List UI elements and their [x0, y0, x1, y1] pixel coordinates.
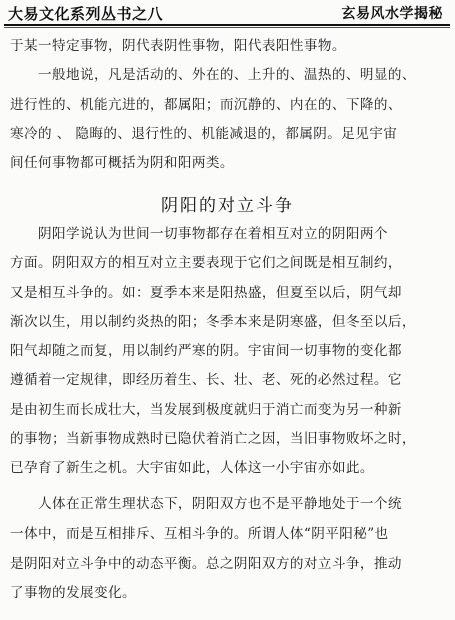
page-header	[8, 4, 447, 26]
text-line: 间任何事物都可概括为阴和阳两类。	[10, 155, 234, 172]
text-line: 又是相互斗争的。如：夏季本来是阳热盛，但夏至以后，阴气却	[10, 284, 402, 301]
text-line: 一般地说，凡是活动的、外在的、上升的、温热的、明显的、	[38, 67, 416, 84]
text-line: 寒冷的 、 隐晦的、退行性的、机能减退的，都属阴。足见宇宙	[10, 125, 398, 142]
header-rule-thin	[4, 27, 450, 28]
text-line: 的事物；当新事物成熟时已隐伏着消亡之因，当旧事物败坏之时，	[10, 431, 416, 448]
paragraph-3	[10, 490, 448, 609]
text-line: 于某一特定事物，阴代表阴性事物，阳代表阳性事物。	[10, 38, 346, 54]
text-line: 进行性的、机能亢进的，都属阳；而沉静的、内在的、下降的、	[10, 96, 402, 113]
text-line: 是由初生而长成壮大，当发展到极度就归于消亡而变为另一种新	[10, 401, 402, 418]
text-line: 人体在正常生理状态下，阴阳双方也不是平静地处于一个统	[38, 496, 402, 512]
header-rule	[4, 24, 450, 26]
section-heading: 阴阳的对立斗争	[161, 196, 294, 216]
text-line: 渐次以生，用以制约炎热的阳；冬季本来是阴寒盛，但冬至以后，	[10, 313, 416, 330]
text-line: 遵循着一定规律，即经历着生、长、壮、老、死的必然过程。它	[10, 372, 402, 389]
text-line: 阴阳学说认为世间一切事物都存在着相互对立的阴阳两个	[38, 226, 388, 242]
paragraph-2	[10, 220, 448, 484]
text-line: 方面。阴阳双方的相互对立主要表现于它们之间既是相互制约，	[10, 255, 402, 272]
text-line: 是阴阳对立斗争中的动态平衡。总之阴阳双方的对立斗争，推动	[10, 555, 402, 572]
text-line: 一体中，而是互相排斥、互相斗争的。所谓人体“阴平阳秘”也	[10, 525, 389, 542]
text-line: 已孕育了新生之机。大宇宙如此，人体这一小宇宙亦如此。	[10, 460, 374, 477]
text-line: 阳气却随之而复，用以制约严寒的阴。宇宙间一切事物的变化都	[10, 343, 402, 360]
paragraph-1	[10, 32, 448, 178]
book-title: 玄易风水学揭秘	[341, 6, 443, 22]
text-line: 了事物的发展变化。	[10, 585, 136, 602]
series-title: 大易文化系列丛书之八	[8, 5, 164, 23]
